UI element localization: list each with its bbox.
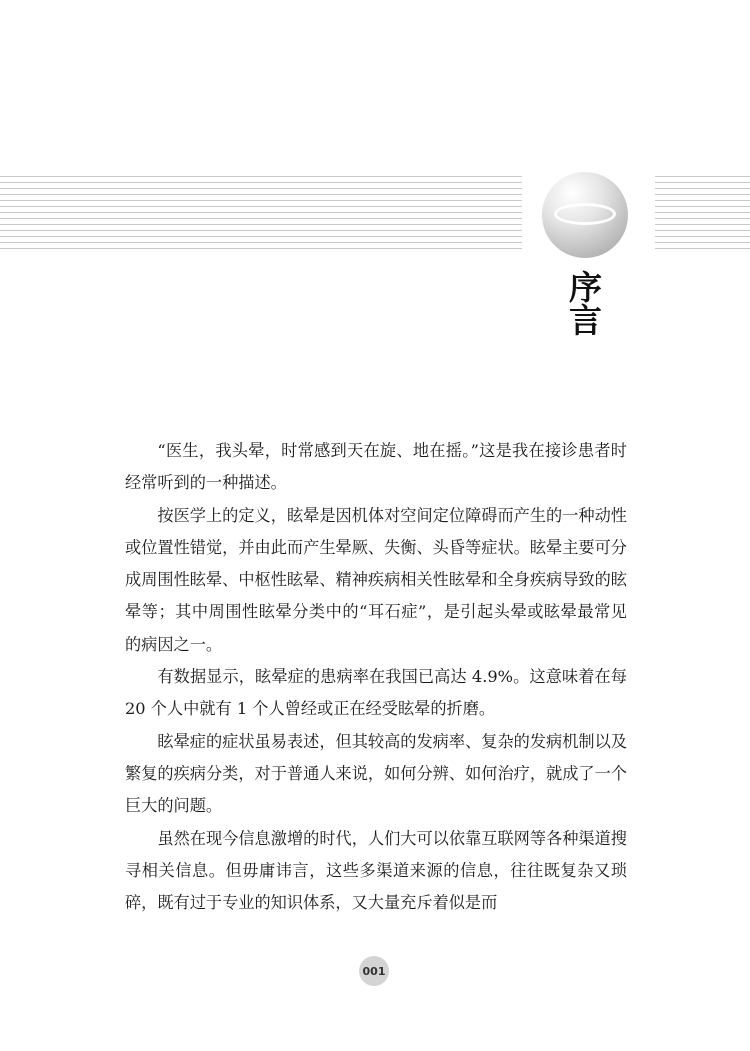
header-stripes-left [0, 176, 522, 250]
paragraph: 有数据显示，眩晕症的患病率在我国已高达 4.9%。这意味着在每 20 个人中就有 1 个人曾经或正在经受眩晕的折磨。 [125, 667, 627, 719]
paragraph: 虽然在现今信息激增的时代，人们大可以依靠互联网等各种渠道搜寻相关信息。但毋庸讳言，这些多渠道来源的信息，往往既复杂又琐碎，既有过于专业的知识体系，又大量充斥着似是而 [125, 828, 627, 913]
body-text [125, 435, 627, 919]
paragraph: 眩晕症的症状虽易表述，但其较高的发病率、复杂的发病机制以及繁复的疾病分类，对于普通人来说，如何分辨、如何治疗，就成了一个巨大的问题。 [125, 731, 627, 816]
header-stripes-right [655, 176, 750, 250]
chapter-emblem-icon [542, 172, 628, 258]
page-number: 001 [359, 956, 389, 986]
chapter-title: 序言 [564, 270, 603, 336]
paragraph: 按医学上的定义，眩晕是因机体对空间定位障碍而产生的一种动性或位置性错觉，并由此而产生晕厥、失衡、头昏等症状。眩晕主要可分成周围性眩晕、中枢性眩晕、精神疾病相关性眩晕和全身疾病导致的眩晕等；其中周围性眩晕分类中的“耳石症”，是引起头晕或眩晕最常见的病因之一。 [125, 505, 627, 654]
emblem-ring [554, 203, 616, 225]
paragraph: “医生，我头晕，时常感到天在旋、地在摇。”这是我在接诊患者时经常听到的一种描述。 [125, 441, 627, 493]
